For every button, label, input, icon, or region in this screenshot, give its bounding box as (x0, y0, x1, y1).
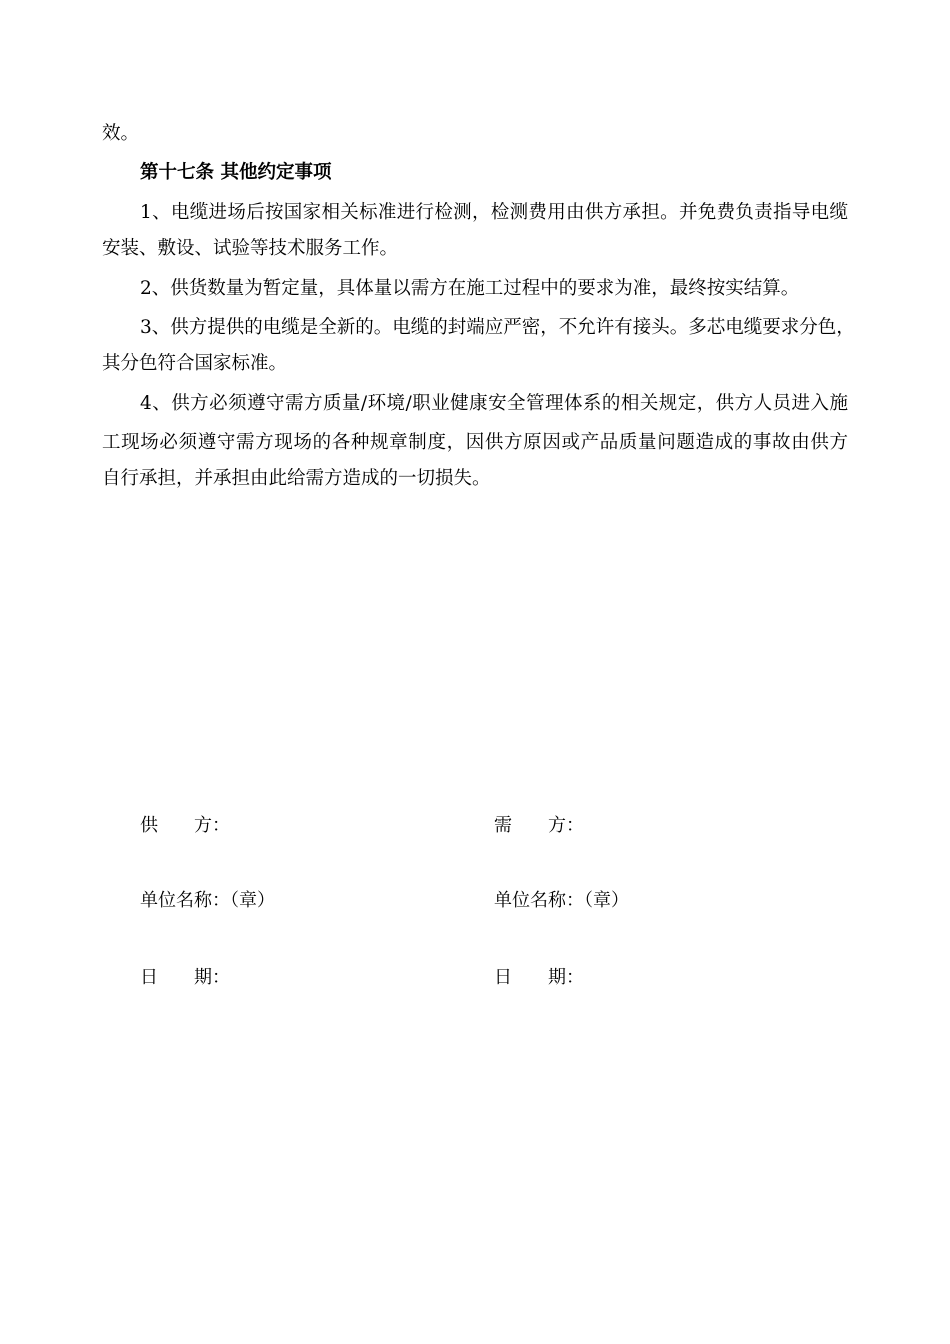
supplier-unit-label: 单位名称：（章） (140, 890, 275, 911)
clause-4-line-2: 工现场必须遵守需方现场的各种规章制度，因供方原因或产品质量问题造成的事故由供方 (102, 432, 848, 453)
clause-3-line-1: 3、供方提供的电缆是全新的。电缆的封端应严密，不允许有接头。多芯电缆要求分色， (140, 317, 855, 338)
clause-3-line-2: 其分色符合国家标准。 (102, 353, 288, 374)
section-heading: 第十七条 其他约定事项 (140, 162, 332, 183)
clause-2-line-1: 2、供货数量为暂定量，具体量以需方在施工过程中的要求为准，最终按实结算。 (140, 278, 800, 299)
clause-4-line-1: 4、供方必须遵守需方质量/环境/职业健康安全管理体系的相关规定，供方人员进入施 (140, 393, 848, 414)
supplier-party-label: 供 方： (140, 815, 230, 836)
buyer-party-label: 需 方： (494, 815, 584, 836)
clause-4-line-3: 自行承担，并承担由此给需方造成的一切损失。 (102, 468, 491, 489)
clause-1-line-1: 1、电缆进场后按国家相关标准进行检测，检测费用由供方承担。并免费负责指导电缆 (140, 202, 848, 223)
continuation-text: 效。 (102, 123, 140, 144)
buyer-unit-label: 单位名称：（章） (494, 890, 629, 911)
clause-1-line-2: 安装、敷设、试验等技术服务工作。 (102, 238, 399, 259)
buyer-date-label: 日 期： (494, 967, 584, 988)
supplier-date-label: 日 期： (140, 967, 230, 988)
